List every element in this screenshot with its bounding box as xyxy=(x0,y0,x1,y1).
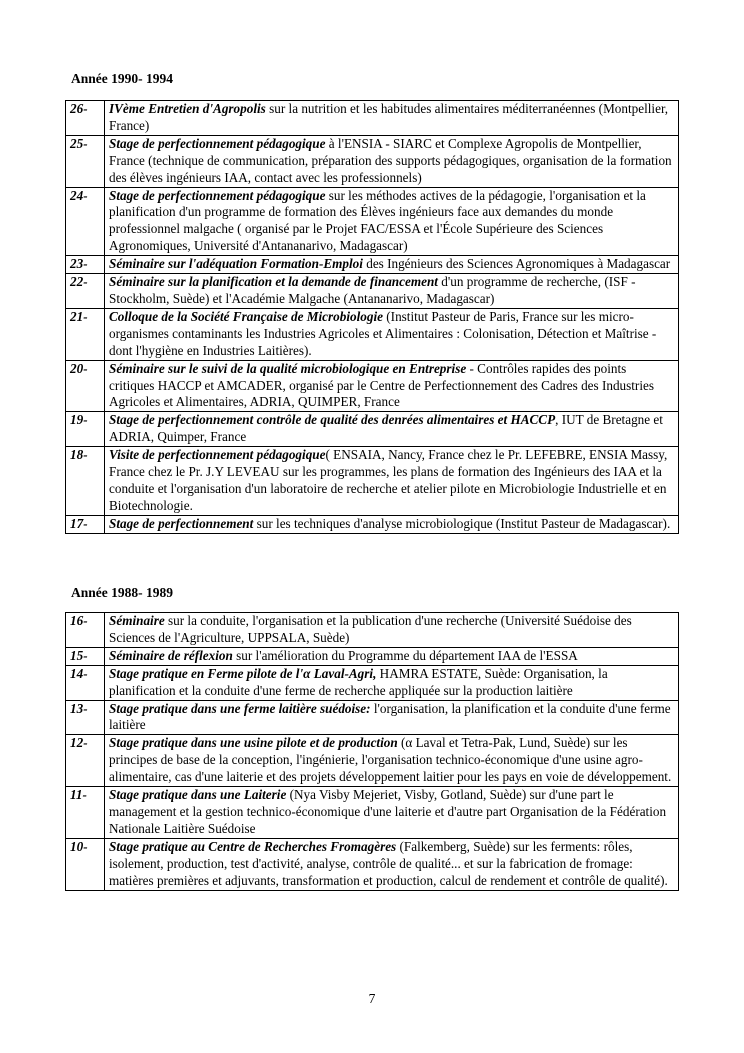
item-text: (Institut Pasteur de Paris, France sur les micro-organismes contaminants les Industries Agricoles et Alimentaires : Colonisation, Détection et Maîtrise - dont l'hygiène en Industries Laitières). xyxy=(109,308,657,358)
item-number: 21- xyxy=(66,308,105,360)
item-title: IVème Entretien d'Agropolis xyxy=(109,101,266,116)
item-title: Stage pratique dans une Laiterie xyxy=(109,787,287,803)
item-description xyxy=(105,647,679,665)
table-row xyxy=(66,101,679,136)
item-description xyxy=(105,187,679,256)
table-row xyxy=(66,447,679,516)
item-text: sur la nutrition et les habitudes alimentaires méditerranéennes (Montpellier, France) xyxy=(109,101,669,133)
item-title: Séminaire sur le suivi de la qualité microbiologique en Entreprise xyxy=(109,360,467,376)
item-text: sur les méthodes actives de la pédagogie, l'organisation et la planification d'un programme de formation des Élèves ingénieurs face aux demandes du monde professionnel malgache ( organisé par le Projet FAC/ESSA et l'École Supérieure des Sciences Agronomiques, Université d'Antananarivo, Madagascar) xyxy=(109,187,646,254)
item-description xyxy=(105,135,679,187)
table-row xyxy=(66,412,679,447)
table-row xyxy=(66,135,679,187)
item-number: 12- xyxy=(66,735,105,787)
table-row xyxy=(66,360,679,412)
item-number: 25- xyxy=(66,135,105,187)
item-title: Visite de perfectionnement pédagogique xyxy=(109,447,326,463)
item-text: ( ENSAIA, Nancy, France chez le Pr. LEFEBRE, ENSIA Massy, France chez le Pr. J.Y LEVEAU sur les programmes, les plans de formation des Ingénieurs des IAA et la conduite et l'organisation d'un laboratoire de recherche et atelier pilote en Microbiologie Industrielle et en Biotechnologie. xyxy=(109,447,668,513)
table-row xyxy=(66,187,679,256)
item-number: 16- xyxy=(66,613,105,648)
item-number: 14- xyxy=(66,665,105,700)
item-title: Stage pratique au Centre de Recherches Fromagères xyxy=(109,838,397,854)
item-title: Stage pratique dans une ferme laitière suédoise: xyxy=(109,700,371,716)
item-title: Stage de perfectionnement contrôle de qualité des denrées alimentaires et HACCP xyxy=(109,412,556,428)
item-text: (Falkemberg, Suède) sur les ferments: rôles, isolement, production, test d'activité, analyse, contrôle de qualité... et sur la fabrication de fromage: matières premières et adjuvants, transformation et production, calcul de rendement et contrôle de qualité). xyxy=(109,838,668,888)
item-description xyxy=(105,838,679,890)
item-number: 23- xyxy=(66,256,105,274)
table-row xyxy=(66,735,679,787)
section-title-1990-1994: Année 1990- 1994 xyxy=(71,71,173,86)
item-description xyxy=(105,101,679,136)
table-row xyxy=(66,838,679,890)
item-title: Stage pratique dans une usine pilote et de production xyxy=(109,735,398,751)
item-text: des Ingénieurs des Sciences Agronomiques à Madagascar xyxy=(362,256,671,272)
item-text: (Nya Visby Mejeriet, Visby, Gotland, Suède) sur d'une part le management et la gestion technico-économique d'une laiterie et d'autre part Organisation de la Fédération Nationale Laitière Suédoise xyxy=(109,787,667,836)
item-description xyxy=(105,308,679,360)
item-text: (α Laval et Tetra-Pak, Lund, Suède) sur les principes de base de la conception, l'ingénierie, l'organisation technico-économique d'une usine agro-alimentaire, cas d'une laiterie et des projets développement laitier pour les pays en voie de développement. xyxy=(109,735,672,785)
item-text: sur l'amélioration du Programme du département IAA de l'ESSA xyxy=(232,647,578,663)
item-text: à l'ENSIA - SIARC et Complexe Agropolis de Montpellier, France (technique de communication, préparation des supports pédagogiques, organisation de la formation des élèves ingénieurs IAA, contact avec les professionnels) xyxy=(109,135,672,185)
item-description xyxy=(105,515,679,533)
item-title: Stage de perfectionnement pédagogique xyxy=(109,187,326,203)
item-number: 20- xyxy=(66,360,105,412)
item-text: sur la conduite, l'organisation et la publication d'une recherche (Université Suédoise des Sciences de l'Agriculture, UPPSALA, Suède) xyxy=(109,613,632,645)
page-number: 7 xyxy=(368,991,376,1006)
item-description xyxy=(105,787,679,839)
item-title: Stage pratique en Ferme pilote de l'α Laval-Agri, xyxy=(109,665,377,681)
item-text: , IUT de Bretagne et ADRIA, Quimper, France xyxy=(109,412,663,445)
table-row xyxy=(66,700,679,735)
item-title: Séminaire de réflexion xyxy=(109,647,233,663)
item-description xyxy=(105,412,679,447)
activities-table-1988-1989 xyxy=(65,612,679,891)
table-row xyxy=(66,308,679,360)
item-number: 11- xyxy=(66,787,105,839)
item-number: 15- xyxy=(66,647,105,665)
item-text: sur les techniques d'analyse microbiologique (Institut Pasteur de Madagascar). xyxy=(253,515,671,531)
item-description xyxy=(105,447,679,516)
item-title: Stage de perfectionnement xyxy=(109,515,254,531)
item-number: 13- xyxy=(66,700,105,735)
item-text: HAMRA ESTATE, Suède: Organisation, la planification et la conduite d'une ferme de recherche appliquée sur la production laitière xyxy=(109,665,608,698)
item-description xyxy=(105,274,679,309)
item-text: l'organisation, la planification et la conduite d'une ferme laitière xyxy=(109,700,671,733)
item-text: - Contrôles rapides des points critiques HACCP et AMCADER, organisé par le Centre de Perfectionnement des Cadres des Industries Agricoles et Alimentaires, ADRIA, QUIMPER, France xyxy=(109,360,654,410)
table-row xyxy=(66,256,679,274)
item-text: d'un programme de recherche, (ISF - Stockholm, Suède) et l'Académie Malgache (Antananarivo, Madagascar) xyxy=(109,274,636,306)
item-description xyxy=(105,613,679,648)
item-number: 24- xyxy=(66,187,105,256)
item-number: 26- xyxy=(66,101,105,136)
table-row xyxy=(66,787,679,839)
section-title-1988-1989: Année 1988- 1989 xyxy=(71,585,173,600)
item-number: 18- xyxy=(66,447,105,516)
activities-table-1990-1994 xyxy=(65,100,679,534)
item-description xyxy=(105,360,679,412)
table-row xyxy=(66,515,679,533)
item-title: Stage de perfectionnement pédagogique xyxy=(109,135,326,151)
item-number: 19- xyxy=(66,412,105,447)
item-number: 22- xyxy=(66,274,105,309)
item-description xyxy=(105,700,679,735)
item-description xyxy=(105,735,679,787)
item-description xyxy=(105,665,679,700)
table-row xyxy=(66,613,679,648)
table-row xyxy=(66,647,679,665)
item-title: Séminaire xyxy=(109,613,165,628)
item-number: 17- xyxy=(66,515,105,533)
table-row xyxy=(66,274,679,309)
table-row xyxy=(66,665,679,700)
item-description xyxy=(105,256,679,274)
item-title: Séminaire sur la planification et la demande de financement xyxy=(109,274,438,290)
item-title: Colloque de la Société Française de Microbiologie xyxy=(109,308,383,324)
item-title: Séminaire sur l'adéquation Formation-Emploi xyxy=(109,256,363,272)
item-number: 10- xyxy=(66,838,105,890)
